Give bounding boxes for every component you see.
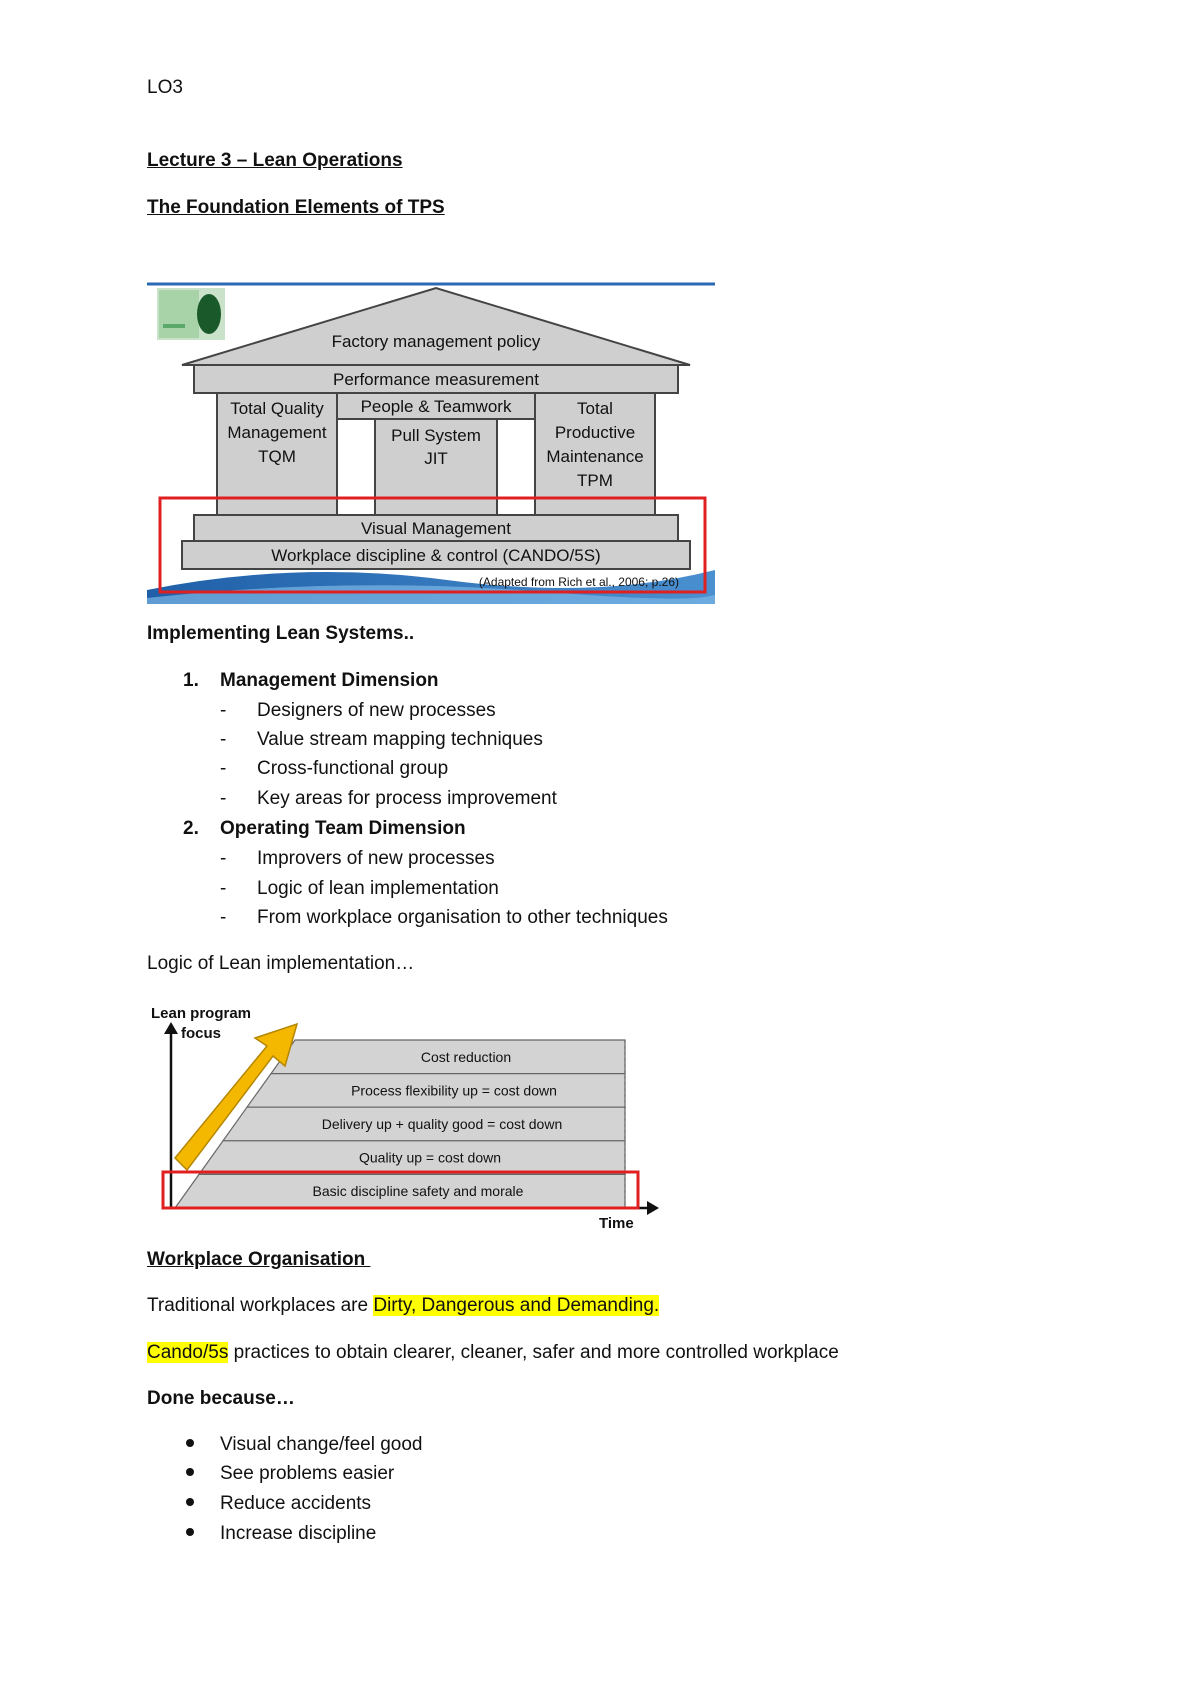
pillar-middle-line-1: Pull System bbox=[391, 426, 481, 445]
roof-label: Factory management policy bbox=[331, 332, 541, 351]
implementing-heading: Implementing Lean Systems.. bbox=[147, 623, 415, 644]
cando-highlight: Cando/5s bbox=[147, 1342, 229, 1363]
pillar-left-line-1: Total Quality bbox=[230, 399, 324, 418]
list-item: Key areas for process improvement bbox=[257, 788, 557, 809]
middle-top-label: People & Teamwork bbox=[360, 397, 512, 416]
staircase-step-label: Quality up = cost down bbox=[358, 1149, 502, 1166]
y-axis-label-line-1: Lean program bbox=[151, 1005, 252, 1022]
list-item: Cross-functional group bbox=[257, 758, 449, 779]
section-1-number: 1. bbox=[183, 670, 199, 691]
list-item: Designers of new processes bbox=[257, 700, 496, 721]
section-2-title: Operating Team Dimension bbox=[220, 818, 466, 839]
bullet-dot bbox=[186, 1498, 194, 1506]
bullet-dot bbox=[186, 1468, 194, 1476]
x-axis-label: Time bbox=[599, 1215, 634, 1232]
traditional-prefix: Traditional workplaces are bbox=[147, 1295, 374, 1316]
page-header-label: LO3 bbox=[147, 77, 183, 98]
dash-marker: - bbox=[220, 788, 227, 809]
list-item: Improvers of new processes bbox=[257, 848, 495, 869]
bullet-item: Increase discipline bbox=[220, 1523, 377, 1544]
bullet-dot bbox=[186, 1528, 194, 1536]
dash-marker: - bbox=[220, 848, 227, 869]
bullet-dot bbox=[186, 1439, 194, 1447]
dash-marker: - bbox=[220, 878, 227, 899]
bullet-item: See problems easier bbox=[220, 1463, 395, 1484]
staircase-step-label: Process flexibility up = cost down bbox=[351, 1082, 557, 1099]
traditional-highlight: Dirty, Dangerous and Demanding. bbox=[373, 1295, 660, 1316]
list-item: Value stream mapping techniques bbox=[257, 729, 543, 750]
beam-label: Performance measurement bbox=[333, 370, 539, 389]
dash-marker: - bbox=[220, 700, 227, 721]
dash-marker: - bbox=[220, 729, 227, 750]
pillar-middle-line-2: JIT bbox=[424, 449, 448, 468]
x-axis-arrowhead bbox=[647, 1201, 659, 1215]
list-item: From workplace organisation to other techniques bbox=[257, 907, 668, 928]
section-2-number: 2. bbox=[183, 818, 199, 839]
diagram-citation: (Adapted from Rich et al., 2006; p.26) bbox=[478, 575, 679, 589]
bullet-item: Reduce accidents bbox=[220, 1493, 372, 1514]
dash-marker: - bbox=[220, 907, 227, 928]
dash-marker: - bbox=[220, 758, 227, 779]
staircase-step-label: Basic discipline safety and morale bbox=[312, 1183, 524, 1200]
workplace-heading: Workplace Organisation bbox=[147, 1249, 371, 1270]
y-axis-arrowhead bbox=[164, 1022, 178, 1034]
pillar-left-line-2: Management bbox=[227, 423, 327, 442]
pillar-left-line-3: TQM bbox=[258, 447, 296, 466]
bullet-item: Visual change/feel good bbox=[220, 1434, 423, 1455]
list-item: Logic of lean implementation bbox=[257, 878, 499, 899]
base-lower-label: Workplace discipline & control (CANDO/5S) bbox=[271, 546, 601, 565]
book-thumbnail bbox=[157, 288, 225, 340]
pillar-right-line-4: TPM bbox=[577, 471, 613, 490]
foundation-heading: The Foundation Elements of TPS bbox=[147, 197, 445, 218]
traditional-line bbox=[147, 1295, 659, 1317]
staircase-steps bbox=[175, 1040, 625, 1208]
pillar-right-line-3: Maintenance bbox=[546, 447, 644, 466]
staircase-step-label: Cost reduction bbox=[420, 1048, 512, 1065]
done-because-heading: Done because… bbox=[147, 1388, 295, 1409]
pillar-right-line-2: Productive bbox=[554, 423, 636, 442]
lean-staircase-diagram bbox=[147, 1000, 667, 1236]
cando-rest: practices to obtain clearer, cleaner, safer and more controlled workplace bbox=[228, 1342, 839, 1363]
roof bbox=[182, 288, 690, 365]
lecture-title: Lecture 3 – Lean Operations bbox=[147, 150, 403, 171]
logic-heading: Logic of Lean implementation… bbox=[147, 953, 415, 974]
pillar-right-line-1: Total bbox=[577, 399, 613, 418]
y-axis-label-line-2: focus bbox=[181, 1025, 222, 1042]
tps-house-diagram bbox=[147, 280, 715, 604]
staircase-step-label: Delivery up + quality good = cost down bbox=[321, 1116, 563, 1132]
cando-line bbox=[147, 1342, 839, 1364]
section-1-title: Management Dimension bbox=[220, 670, 439, 691]
base-upper-label: Visual Management bbox=[361, 519, 511, 538]
